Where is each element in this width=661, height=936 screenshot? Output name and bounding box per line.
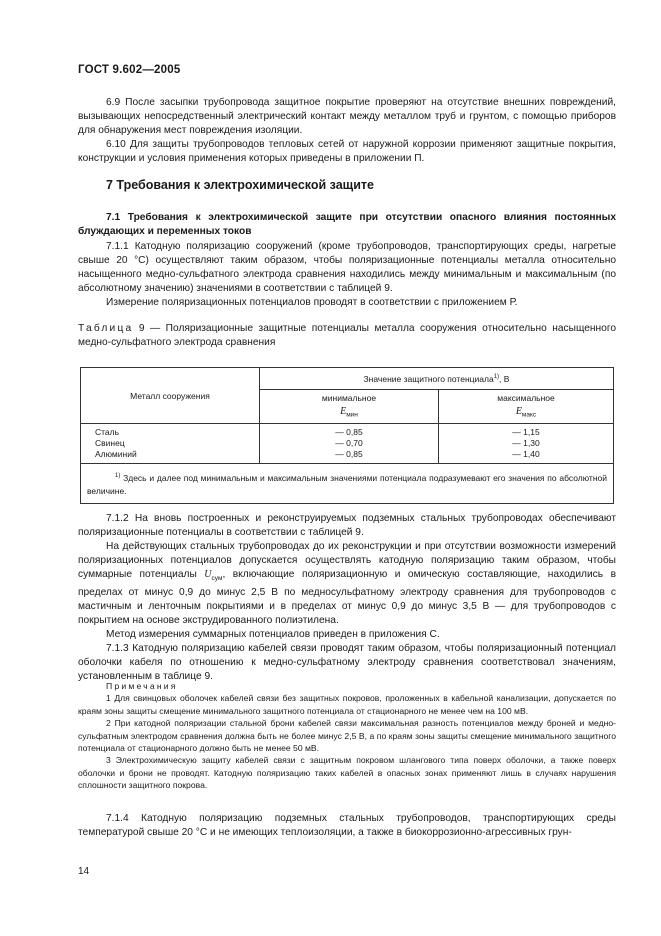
paragraph-7-1-2: 7.1.2 На вновь построенных и реконструируемых подземных стальных трубопроводах обеспечивают поляризационные потенциалы в соответствии с таблицей 9. [78, 513, 616, 538]
table-footnote [81, 464, 614, 504]
table-min-column [260, 424, 439, 464]
table-max-column [439, 424, 614, 464]
table-header-max-symbol-wrap [439, 405, 613, 422]
table-header-min-sub: мин [346, 411, 358, 419]
table-9 [80, 367, 614, 504]
table-row-max: — 1,15 [512, 427, 540, 437]
table-row-min: — 0,85 [335, 449, 363, 459]
paragraph-7-1-1-measurement: Измерение поляризационных потенциалов проводят в соответствии с приложением Р. [106, 297, 518, 308]
paragraph-7-1-2-existing [78, 540, 616, 628]
table-header-min-symbol-wrap [260, 405, 438, 422]
table-header-max [439, 390, 614, 424]
table-row-metal: Алюминий [95, 449, 137, 459]
table-header-min-label: минимальное [321, 392, 377, 403]
table-9-caption [78, 322, 616, 350]
table-header-max-label: максимальное [497, 392, 555, 403]
note-item: 1 Для свинцовых оболочек кабелей связи без защитных покровов, проложенных в кабельной канализации, допускается по краям зоны защиты смещение минимального защитного потенциала от стационарного не менее чем на 100 мВ. [78, 693, 616, 716]
section-7-title: 7 Требования к электрохимической защите [106, 178, 374, 192]
symbol-u: U [204, 569, 212, 580]
paragraph-7-1-4: 7.1.4 Катодную поляризацию подземных стальных трубопроводов, транспортирующих среды температурой свыше 20 °С и не имеющих теплоизоляции, а также в биокоррозионно-агрессивных грун- [78, 813, 616, 838]
table-row-min: — 0,85 [335, 427, 363, 437]
table-footnote-text: Здесь и далее под минимальным и максимальным значениями потенциала подразумевают его значения по абсолютной величине. [87, 472, 607, 496]
paragraph-7-1-2-method: Метод измерения суммарных потенциалов приведен в приложения С. [106, 629, 440, 641]
symbol-u-sub: сум [211, 575, 223, 583]
table-header-max-symbol: E [515, 405, 522, 417]
table-row-max: — 1,40 [512, 449, 540, 459]
paragraph-7-1-1: 7.1.1 Катодную поляризацию сооружений (кроме трубопроводов, транспортирующих среды, нагретые свыше 20 °С) осуществляют таким образом, чтобы поляризационные потенциалы металла относительно насыщенного медно-сульфатного электрода сравнения находились между минимальным и максимальным (по абсолютному значению) значениями в соответствии с таблицей 9. [78, 241, 616, 294]
paragraph-7-1-2-block [78, 512, 616, 684]
notes-block [78, 680, 616, 792]
table-row-metal: Сталь [95, 427, 120, 437]
table-row-min: — 0,70 [335, 438, 363, 448]
subsection-7-1-title [78, 211, 616, 239]
table-header-value-sup: 1) [493, 373, 500, 380]
table-metal-column [81, 424, 260, 464]
paragraph-7-1-3: 7.1.3 Катодную поляризацию кабелей связи проводят таким образом, чтобы поляризационный потенциал оболочки кабеля по отношению к медно-сульфатному электроду сравнения соответствовал значениям, установленным в таблице 9. [78, 643, 616, 683]
table-header-max-sub: макс [521, 411, 537, 419]
table-header-value [260, 368, 614, 390]
notes-title: Примечания [106, 681, 178, 691]
note-item: 2 При катодной поляризации стальной брони кабелей связи максимальная разность потенциалов между броней и медно-сульфатным электродом сравнения должна быть не более минус 2,5 В, а по краям зоны защиты смещение минимального защитного потенциала от стационарного должно быть не менее 50 мВ. [78, 718, 616, 754]
paragraphs-section-6 [78, 96, 616, 166]
page-number: 14 [78, 866, 90, 877]
document-header: ГОСТ 9.602—2005 [78, 64, 181, 76]
paragraph-6-9: 6.9 После засыпки трубопровода защитное покрытие проверяют на отсутствие внешних повреждений, вызывающих непосредственный электрический контакт между металлом труб и грунтом, с помощью приборов для обнаружения мест повреждения изоляции. [78, 97, 616, 136]
paragraph-7-1-1-block [78, 240, 616, 310]
note-item: 3 Электрохимическую защиту кабелей связи с защитным покровом шлангового типа поверх оболочки, а также поверх оболочки и брони не проводят. Катодную поляризацию таких кабелей в опасных зонах применяют лишь в случаях нарушения сплошности защитного покрова. [78, 755, 616, 791]
table-caption-text: 9 — Поляризационные защитные потенциалы металла сооружения относительно насыщенного медно-сульфатного электрода сравнения [78, 323, 616, 348]
table-row-metal: Свинец [95, 438, 125, 448]
paragraph-7-1-2-existing-part2: , включающие поляризационную и омическую составляющие, находились в пределах от минус 0,9 до минус 2,5 В по медносульфатному электроду сравнения для трубопроводов с мастичным и ленточным покрытиями и в пределах от минус 0,9 до минус 3,5 В — для трубопроводов с покрытием на основе экструдированного полиэтилена. [78, 569, 616, 627]
table-header-min-symbol: E [340, 405, 347, 417]
table-caption-label: Таблица [78, 323, 134, 334]
paragraph-7-1-2-existing-part1: На действующих стальных трубопроводах до их реконструкции и при отсутствии возможности измерений поляризационных потенциалов допускается осуществлять катодную поляризацию таким образом, чтобы суммарные потенциалы [78, 541, 616, 580]
paragraph-7-1-4-block [78, 812, 616, 840]
table-footnote-mark: 1) [115, 473, 121, 479]
table-header-value-text: Значение защитного потенциала [363, 373, 494, 384]
subsection-7-1-text: 7.1 Требования к электрохимической защите при отсутствии опасного влияния постоянных блуждающих и переменных токов [78, 212, 616, 237]
table-header-metal: Металл сооружения [81, 368, 260, 424]
paragraph-6-10: 6.10 Для защиты трубопроводов тепловых сетей от наружной коррозии применяют защитные покрытия, конструкции и условия применения которых приведены в приложении П. [78, 139, 616, 164]
table-row-max: — 1,30 [512, 438, 540, 448]
table-header-value-unit: , В [499, 373, 510, 384]
table-header-min [260, 390, 439, 424]
